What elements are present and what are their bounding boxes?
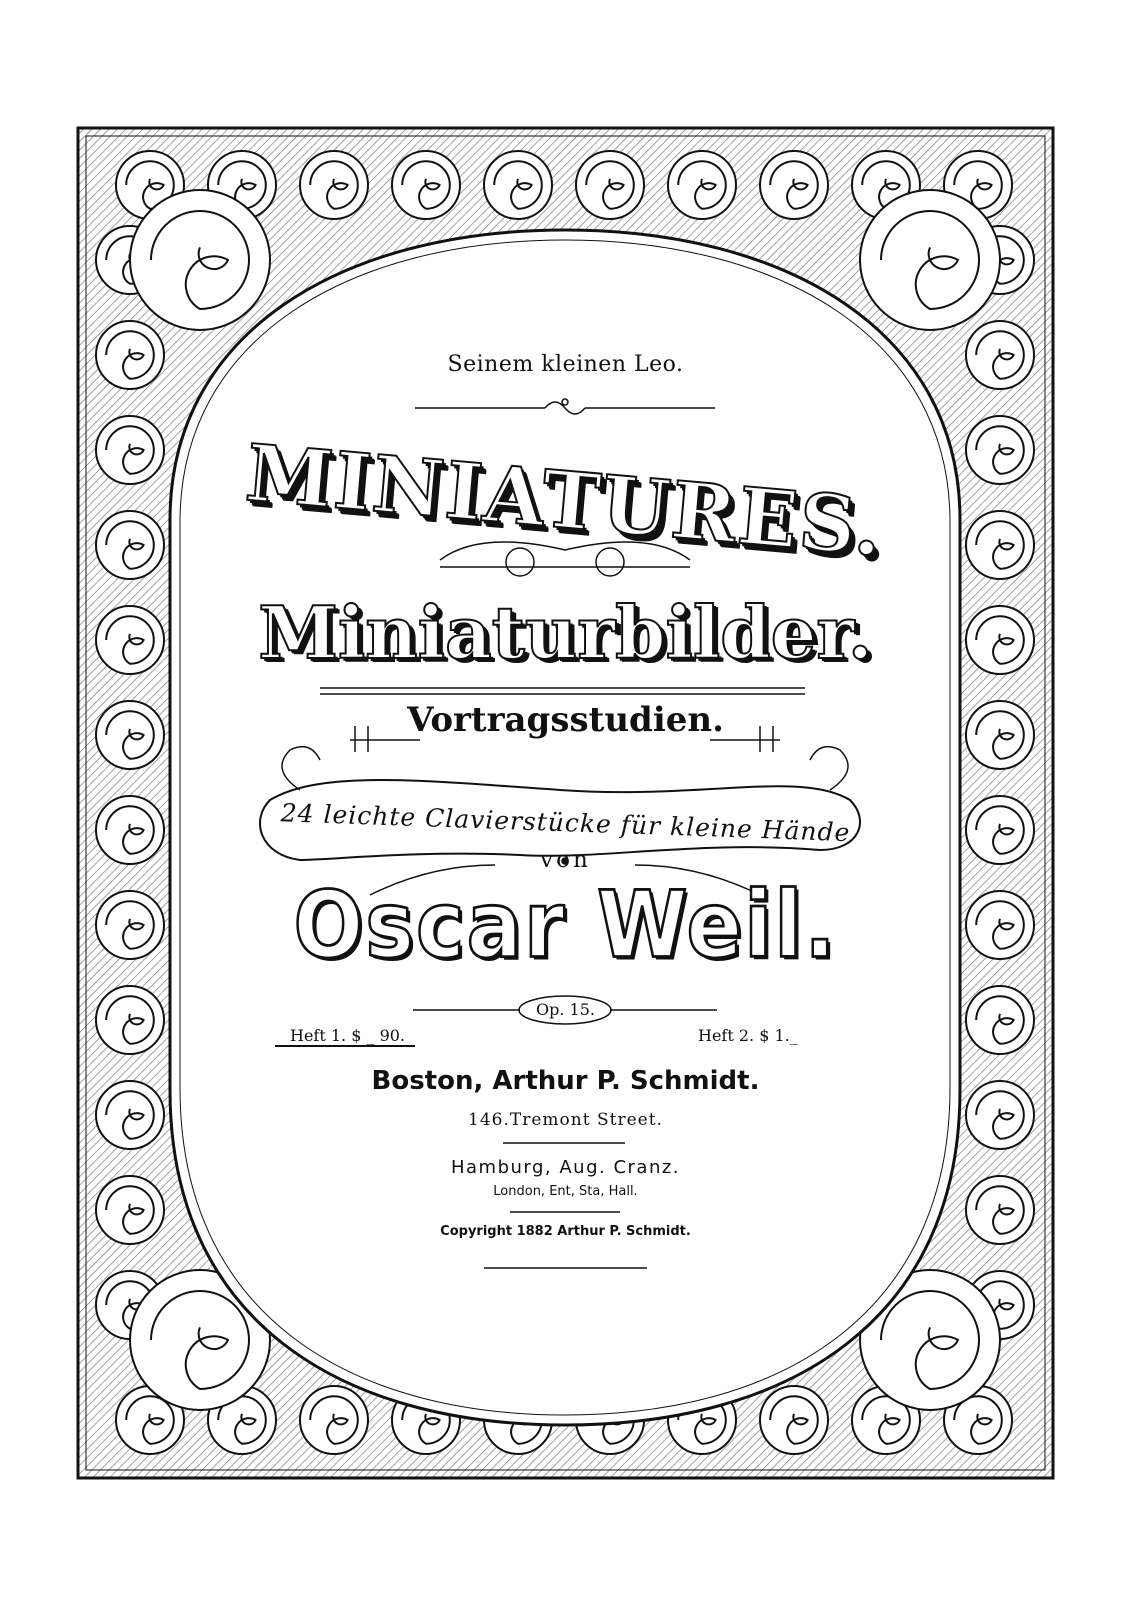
publisher-address: 146.Tremont Street. [468, 1110, 663, 1130]
title-english: MINIATURES. [242, 427, 888, 575]
subtitle: Vortragsstudien. [407, 700, 724, 740]
dedication: Seinem kleinen Leo. [447, 352, 684, 377]
copyright-notice: Copyright 1882 Arthur P. Schmidt. [440, 1224, 691, 1239]
publisher-secondary: Hamburg, Aug. Cranz. [450, 1157, 681, 1178]
price-heft-2: Heft 2. $ 1._ [698, 1026, 798, 1045]
composer-name: Oscar Weil. [293, 872, 838, 979]
price-heft-1: Heft 1. $ _ 90. [290, 1026, 406, 1045]
by-label: von [540, 847, 591, 873]
title-german: Miniaturbilder. [258, 590, 873, 675]
publisher-main: Boston, Arthur P. Schmidt. [371, 1066, 760, 1096]
publisher-london: London, Ent, Sta, Hall. [493, 1184, 638, 1199]
description: 24 leichte Clavierstücke für kleine Hände [280, 798, 851, 848]
opus-number: Op. 15. [536, 1000, 595, 1019]
